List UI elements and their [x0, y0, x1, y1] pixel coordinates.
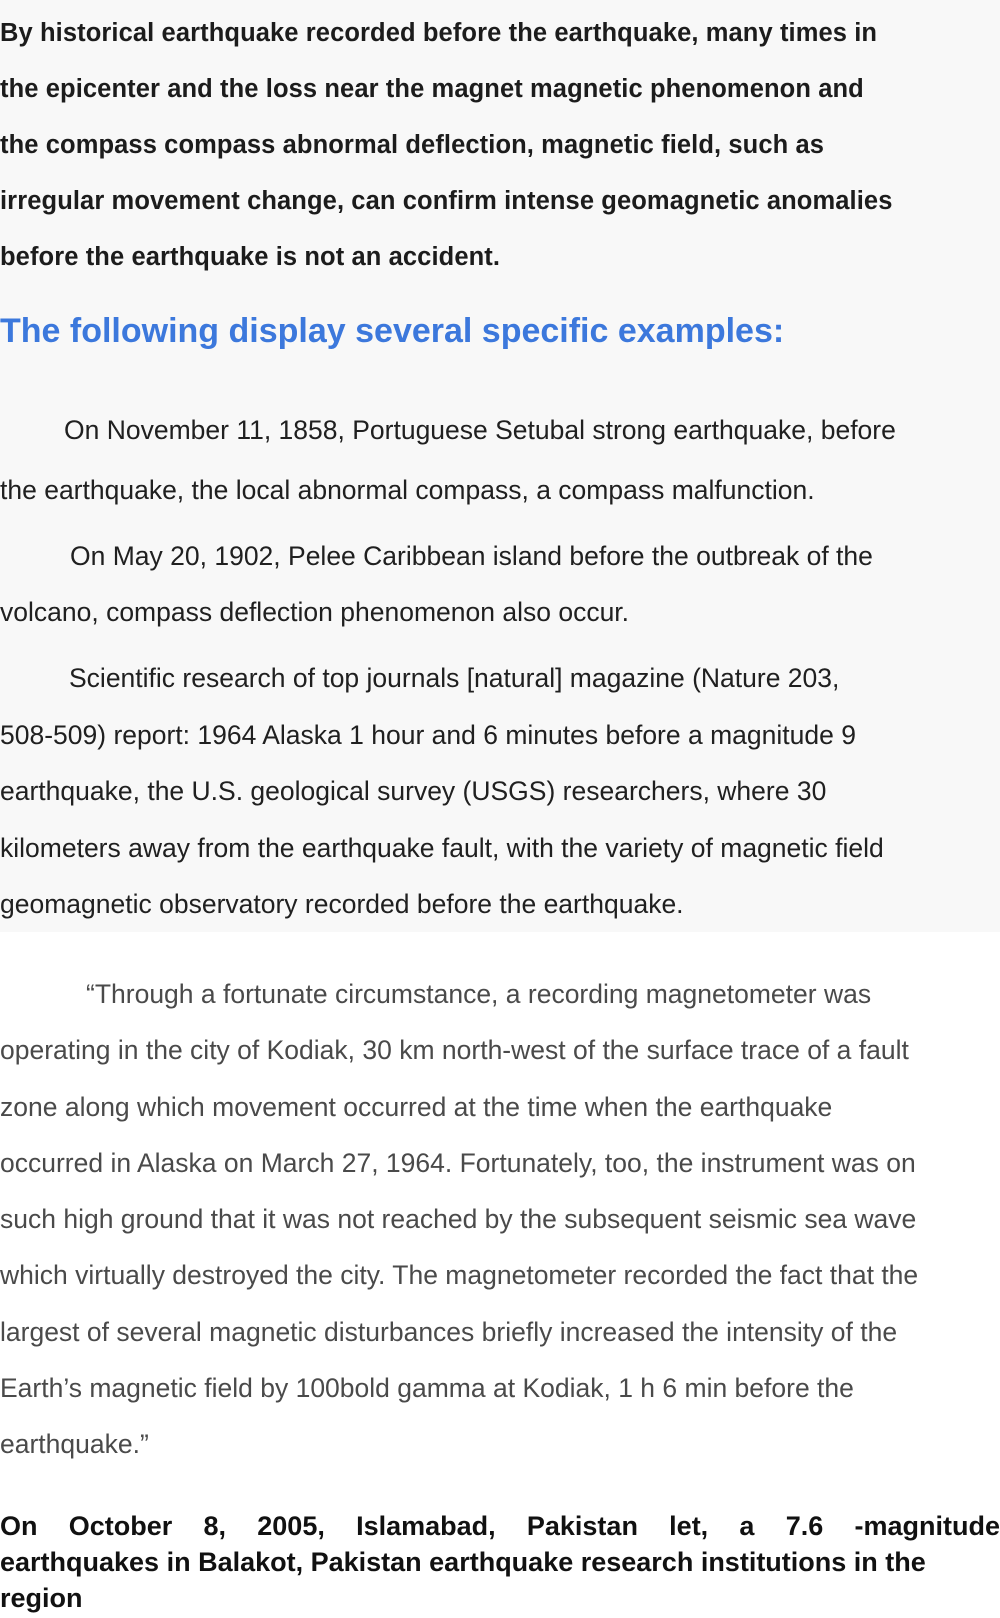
paragraph-line: volcano, compass deflection phenomenon also occur. — [0, 597, 630, 627]
closing-word: let, — [669, 1511, 709, 1541]
paragraph-line: earthquake, the U.S. geological survey (USGS) researchers, where 30 — [0, 776, 827, 806]
nature-quote — [0, 966, 918, 1473]
intro-line: irregular movement change, can confirm intense geomagnetic anomalies — [0, 187, 893, 215]
closing-word: October — [68, 1511, 173, 1541]
closing-word: 2005, — [257, 1511, 325, 1541]
quote-line: Earth’s magnetic field by 100bold gamma at Kodiak, 1 h 6 min before the — [0, 1373, 854, 1404]
intro-paragraph — [0, 5, 1000, 285]
intro-line: before the earthquake is not an accident. — [0, 243, 501, 271]
paragraph-line: 508-509) report: 1964 Alaska 1 hour and 6 minutes before a magnitude 9 — [0, 719, 856, 750]
quote-line: largest of several magnetic disturbances briefly increased the intensity of the — [0, 1316, 898, 1347]
quote-line: zone along which movement occurred at the time when the earthquake — [0, 1091, 833, 1122]
closing-word: a — [739, 1511, 755, 1541]
quote-line: earthquake.” — [0, 1429, 149, 1460]
closing-line: earthquakes in Balakot, Pakistan earthquake research institutions in the — [0, 1547, 926, 1577]
closing-line: region — [0, 1583, 83, 1613]
section-heading: The following display several specific examples: — [0, 312, 785, 350]
example-3-paragraph — [0, 650, 884, 933]
quote-line: operating in the city of Kodiak, 30 km north-west of the surface trace of a fault — [0, 1035, 909, 1066]
intro-line: the compass compass abnormal deflection, magnetic field, such as — [0, 131, 825, 159]
quote-line: such high ground that it was not reached by the subsequent seismic sea wave — [0, 1204, 917, 1235]
intro-line: By historical earthquake recorded before the earthquake, many times in — [0, 19, 878, 47]
paragraph-line: Scientific research of top journals [natural] magazine (Nature 203, — [69, 663, 840, 693]
paragraph-line: geomagnetic observatory recorded before the earthquake. — [0, 889, 684, 919]
quote-line: “Through a fortunate circumstance, a recording magnetometer was — [86, 979, 872, 1009]
closing-word: 7.6 — [785, 1511, 824, 1541]
closing-paragraph — [0, 1508, 1000, 1616]
closing-word: -magnitude — [854, 1511, 1000, 1541]
paragraph-line: On November 11, 1858, Portuguese Setubal strong earthquake, before — [64, 415, 896, 445]
closing-word: 8, — [203, 1511, 227, 1541]
paragraph-line: the earthquake, the local abnormal compass, a compass malfunction. — [0, 475, 815, 505]
closing-word: Islamabad, — [356, 1511, 496, 1541]
quote-line: occurred in Alaska on March 27, 1964. Fortunately, too, the instrument was on — [0, 1147, 916, 1178]
intro-line: the epicenter and the loss near the magnet magnetic phenomenon and — [0, 75, 864, 103]
paragraph-line: On May 20, 1902, Pelee Caribbean island before the outbreak of the — [70, 541, 873, 571]
example-1-paragraph — [0, 400, 896, 520]
closing-line-justified — [0, 1508, 1000, 1544]
example-2-paragraph — [0, 528, 873, 640]
paragraph-line: kilometers away from the earthquake fault, with the variety of magnetic field — [0, 832, 884, 863]
closing-word: On — [0, 1511, 38, 1541]
closing-word: Pakistan — [526, 1511, 638, 1541]
quote-line: which virtually destroyed the city. The magnetometer recorded the fact that the — [0, 1260, 919, 1291]
